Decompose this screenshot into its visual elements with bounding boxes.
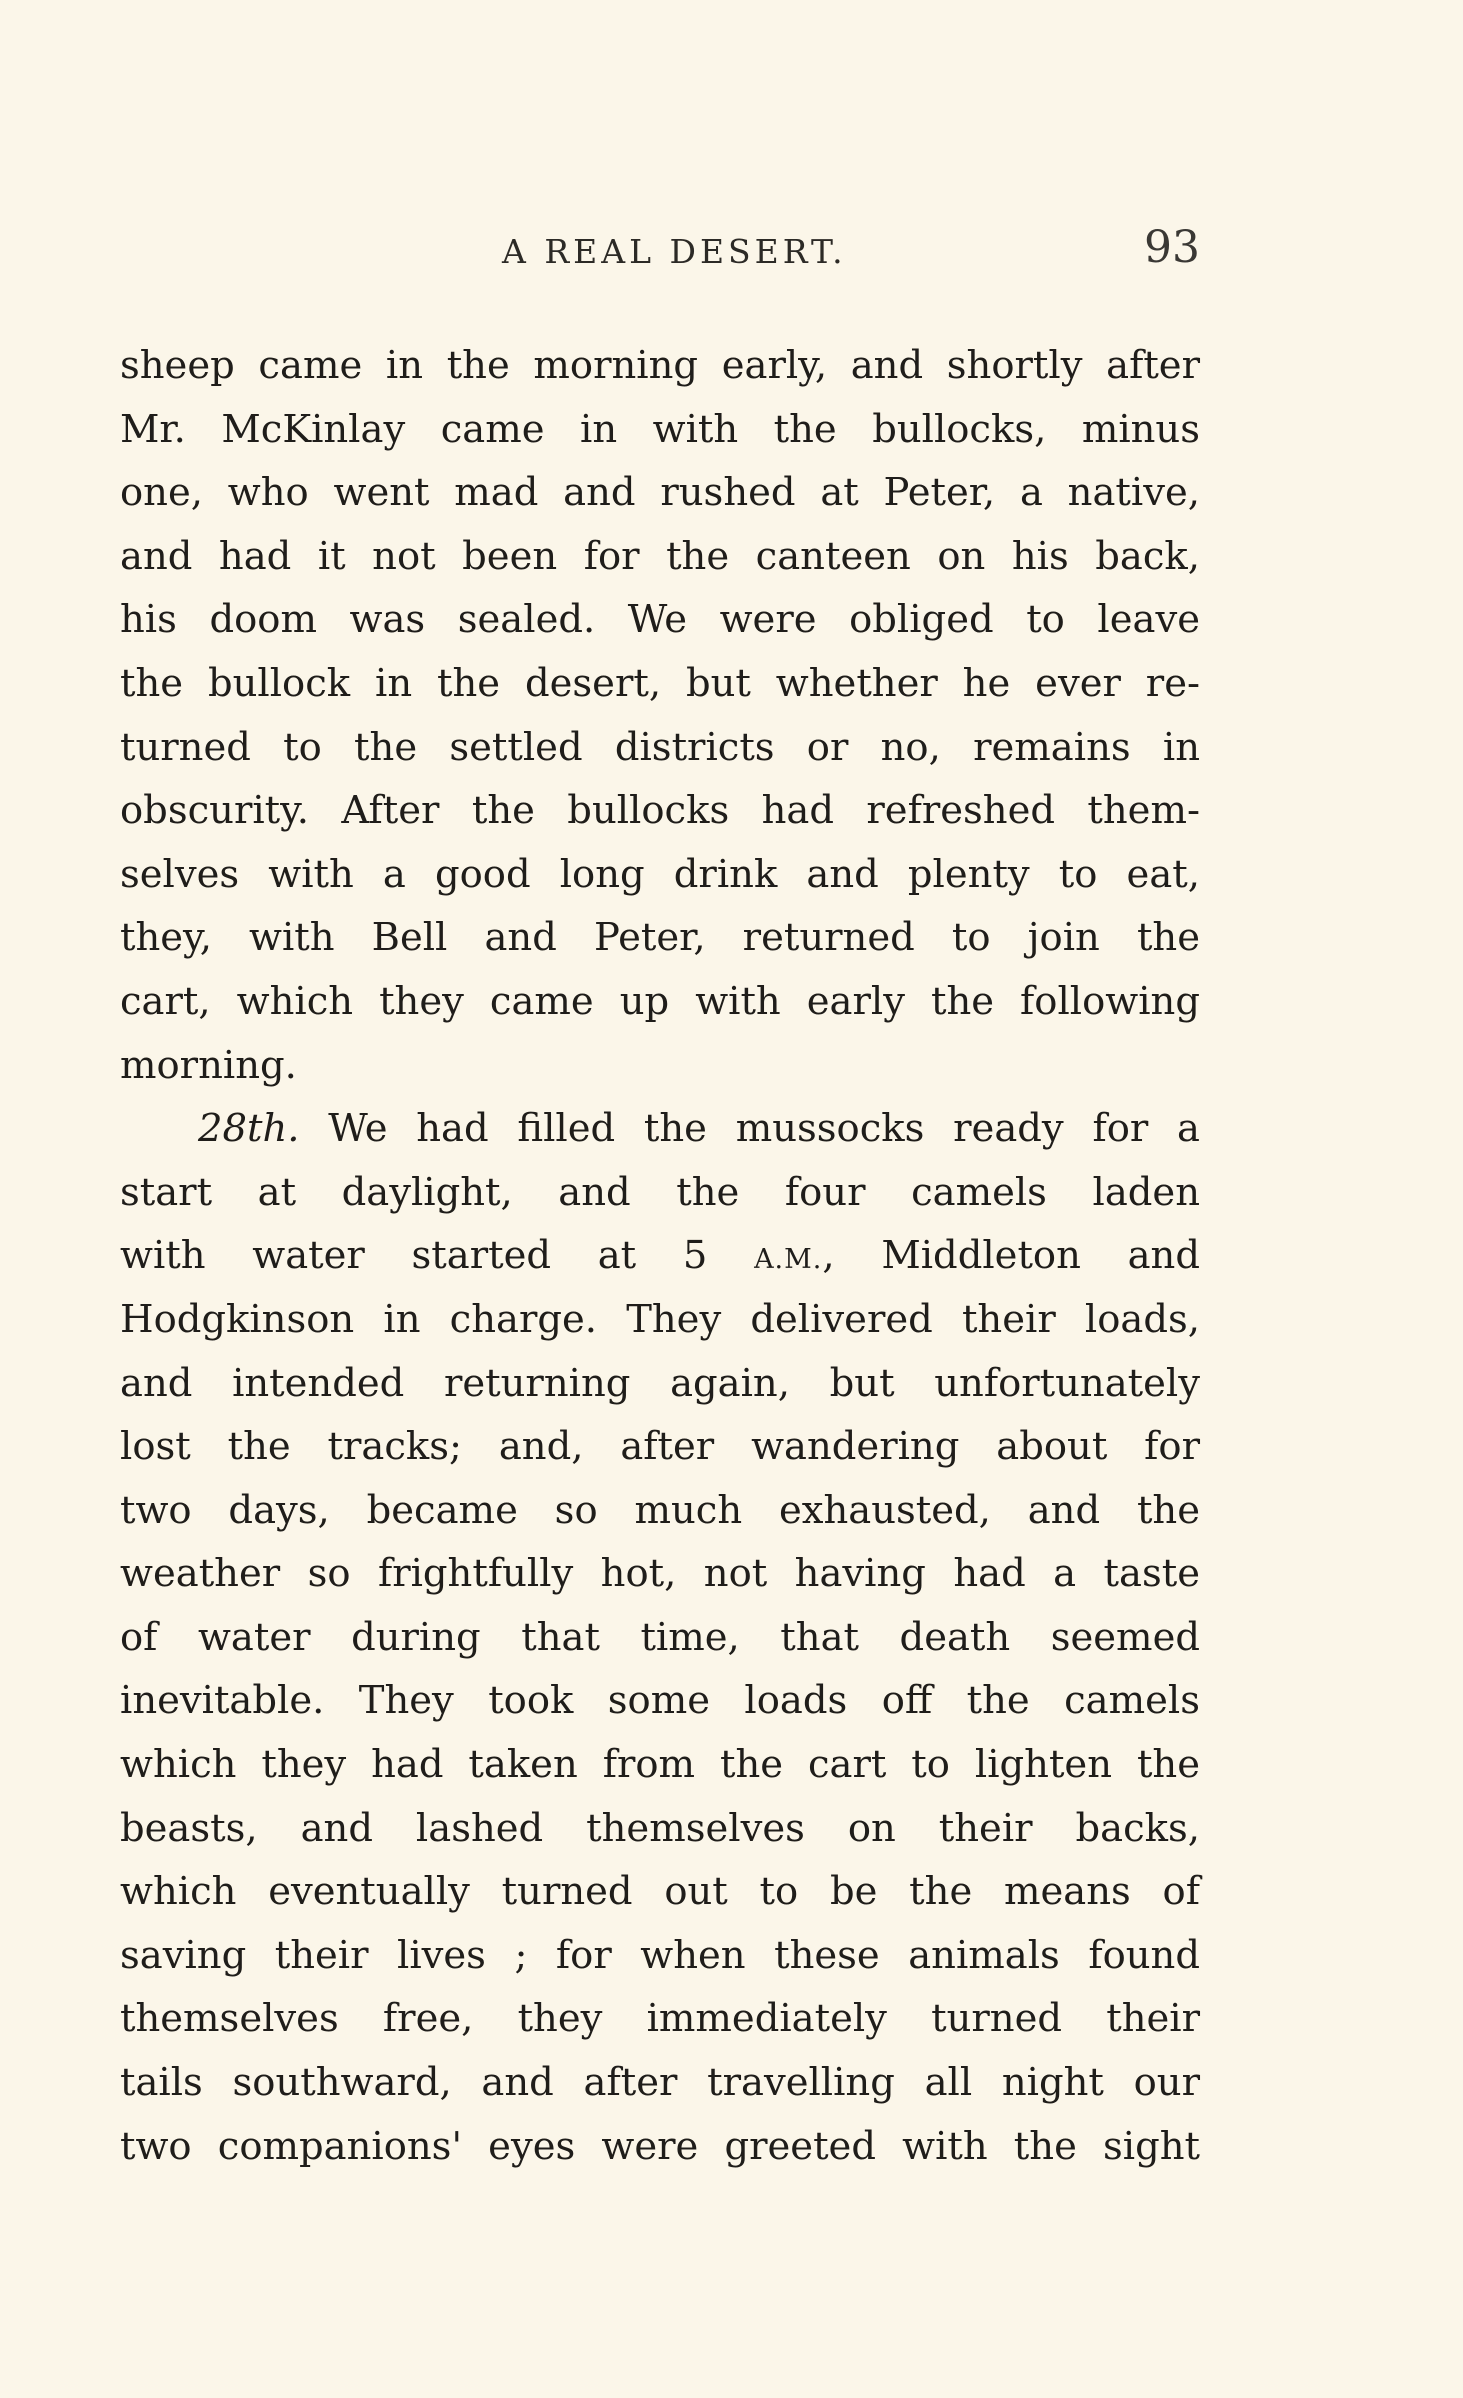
text-line: which eventually turned out to be the means of [120,1869,1200,1915]
text-line: which they had taken from the cart to lighten the [120,1742,1200,1788]
running-title: A REAL DESERT. [502,232,847,271]
text-line: cart, which they came up with early the following [120,978,1200,1024]
text-segment: We had filled the mussocks ready for a [299,1106,1200,1152]
text-line [120,1097,1200,1161]
text-line: sheep came in the morning early, and shortly after [120,343,1200,388]
text-line: selves with a good long drink and plenty to eat, [120,851,1200,897]
text-line: obscurity. After the bullocks had refreshed them- [120,788,1200,834]
text-segment: , Middleton and [822,1233,1200,1279]
text-line: beasts, and lashed themselves on their backs, [120,1805,1200,1851]
date-mark: 28th. [198,1106,300,1152]
text-line: Hodgkinson in charge. They delivered their loads, [120,1296,1200,1342]
text-line: start at daylight, and the four camels laden [120,1169,1200,1215]
text-line: inevitable. They took some loads off the camels [120,1678,1200,1724]
text-line: turned to the settled districts or no, remains in [120,724,1200,770]
text-line: they, with Bell and Peter, returned to join the [120,915,1200,961]
text-line: his doom was sealed. We were obliged to leave [120,597,1200,643]
text-line [120,1224,1200,1288]
text-line: two days, became so much exhausted, and the [120,1487,1200,1533]
text-line: Mr. McKinlay came in with the bullocks, minus [120,406,1200,452]
text-line: of water during that time, that death seemed [120,1614,1200,1660]
text-segment: with water started at 5 [120,1233,755,1279]
text-line: themselves free, they immediately turned their [120,1996,1200,2042]
text-line: and had it not been for the canteen on his back, [120,533,1200,579]
text-line: and intended returning again, but unfortunately [120,1360,1200,1406]
page-number: 93 [1144,222,1200,273]
text-line: weather so frightfully hot, not having had a taste [120,1551,1200,1597]
time-abbreviation: A.M. [754,1244,823,1276]
text-line: tails southward, and after travelling all night our [120,2060,1200,2106]
text-line: saving their lives ; for when these animals found [120,1932,1200,1978]
body-text [120,334,1200,2178]
text-line: lost the tracks; and, after wandering about for [120,1424,1200,1470]
text-line: one, who went mad and rushed at Peter, a native, [120,470,1200,516]
running-head [120,222,1200,282]
text-line: two companions' eyes were greeted with the sight [120,2123,1200,2169]
text-line: the bullock in the desert, but whether he ever re- [120,660,1200,706]
text-line: morning. [120,1042,297,1088]
